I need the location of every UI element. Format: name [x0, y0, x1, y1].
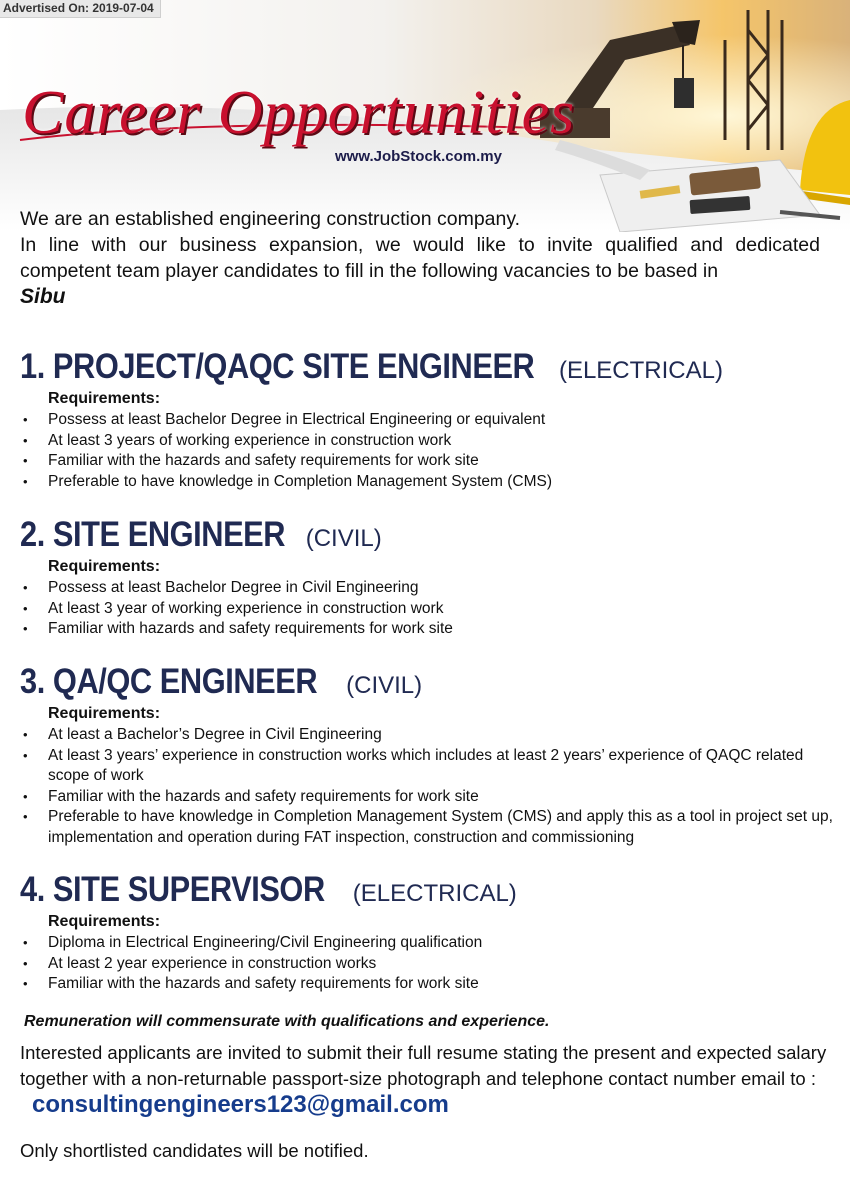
list-item: • Possess at least Bachelor Degree in Electrical Engineering or equivalent — [20, 410, 840, 431]
job-posting-2 — [20, 514, 840, 640]
job-posting-1 — [20, 346, 840, 492]
job-discipline: (CIVIL) — [305, 525, 382, 552]
intro-line-1: We are an established engineering construction company. — [20, 208, 521, 230]
intro-section — [20, 206, 820, 310]
list-item: • At least 3 year of working experience in construction work — [20, 599, 840, 620]
requirements-list — [20, 578, 840, 640]
list-item: • Preferable to have knowledge in Completion Management System (CMS) — [20, 472, 840, 493]
job-discipline: (ELECTRICAL) — [558, 357, 723, 384]
job-discipline: (CIVIL) — [346, 672, 423, 699]
job-title-row — [20, 514, 840, 556]
brand-title: Career Opportunities — [22, 79, 576, 147]
contact-email-link[interactable]: consultingengineers123@gmail.com — [32, 1091, 449, 1118]
job-title: 3. QA/QC ENGINEER — [20, 662, 318, 701]
list-item: • At least 3 years of working experience in construction work — [20, 431, 840, 452]
list-item: • Familiar with the hazards and safety requirements for work site — [20, 451, 840, 472]
shortlist-notice: Only shortlisted candidates will be notified. — [20, 1140, 369, 1161]
job-discipline: (ELECTRICAL) — [352, 880, 517, 907]
requirements-label: Requirements: — [48, 390, 161, 407]
list-item: • At least a Bachelor’s Degree in Civil Engineering — [20, 725, 840, 746]
list-item: • Familiar with hazards and safety requirements for work site — [20, 619, 840, 640]
list-item: • At least 2 year experience in construction works — [20, 954, 840, 975]
application-instructions — [20, 1040, 835, 1119]
requirements-list — [20, 725, 840, 849]
requirements-label: Requirements: — [48, 558, 161, 575]
job-title: 1. PROJECT/QAQC SITE ENGINEER — [20, 347, 535, 386]
requirements-label: Requirements: — [48, 913, 161, 930]
requirements-list — [20, 410, 840, 492]
job-title-row — [20, 661, 840, 703]
job-location: Sibu — [20, 285, 66, 308]
job-posting-3 — [20, 661, 840, 849]
website-link[interactable]: www.JobStock.com.my — [335, 148, 502, 165]
list-item: • Familiar with the hazards and safety requirements for work site — [20, 787, 840, 808]
job-title-row — [20, 869, 840, 911]
intro-line-2: In line with our business expansion, we would like to invite qualified and dedicated competent team player candidates to fill in the following vacancies to be based in — [20, 234, 820, 282]
requirements-label: Requirements: — [48, 705, 161, 722]
advertised-date-stamp: Advertised On: 2019-07-04 — [0, 0, 161, 18]
requirements-list — [20, 933, 840, 995]
list-item: • Possess at least Bachelor Degree in Civil Engineering — [20, 578, 840, 599]
list-item: • Diploma in Electrical Engineering/Civil Engineering qualification — [20, 933, 840, 954]
application-text: Interested applicants are invited to submit their full resume stating the present and expected salary together with a non-returnable passport-size photograph and telephone contact number email to : — [20, 1042, 827, 1089]
job-title: 4. SITE SUPERVISOR — [20, 870, 325, 909]
remuneration-note: Remuneration will commensurate with qualifications and experience. — [24, 1013, 550, 1030]
job-title: 2. SITE ENGINEER — [20, 515, 286, 554]
list-item: • Familiar with the hazards and safety requirements for work site — [20, 974, 840, 995]
list-item: • At least 3 years’ experience in construction works which includes at least 2 years’ experience of QAQC related scope of work — [20, 746, 840, 787]
job-title-row — [20, 346, 840, 388]
job-posting-4 — [20, 869, 840, 995]
list-item: • Preferable to have knowledge in Completion Management System (CMS) and apply this as a tool in project set up, implementation and operation during FAT inspection, construction and commissioning — [20, 807, 840, 848]
career-banner — [0, 0, 850, 232]
